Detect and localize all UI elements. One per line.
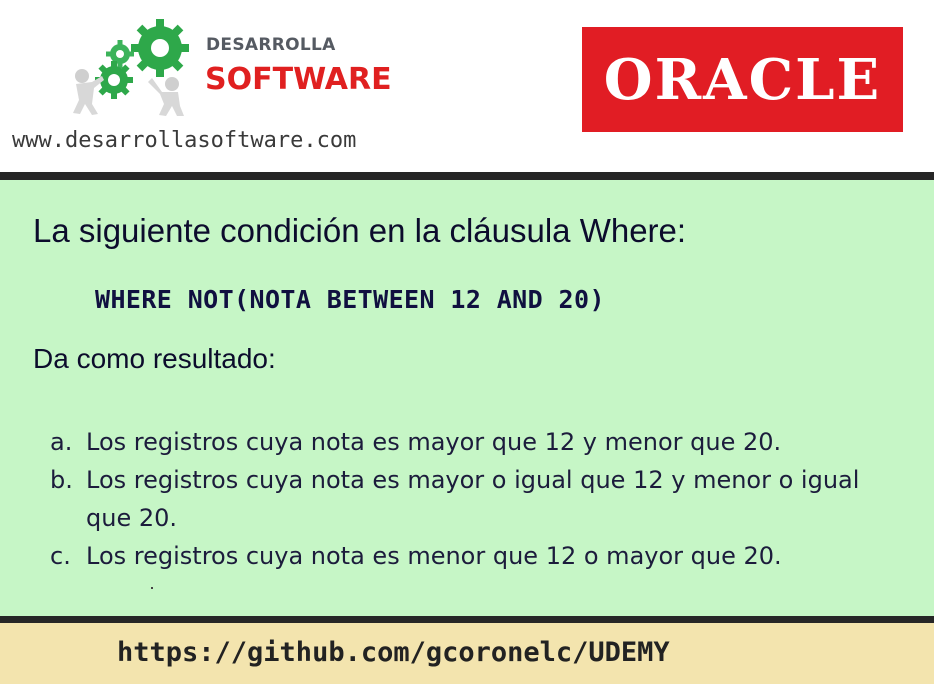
footer <box>0 623 934 684</box>
small-gear-icon <box>106 40 134 68</box>
figure-right-icon <box>148 77 184 116</box>
bottom-divider <box>0 616 934 623</box>
option-c <box>50 537 880 575</box>
large-gear-icon <box>131 19 189 77</box>
option-letter: c. <box>50 542 71 570</box>
result-label: Da como resultado: <box>33 343 276 374</box>
option-letter: b. <box>50 466 73 494</box>
oracle-badge <box>582 27 903 132</box>
stray-dot <box>151 587 153 589</box>
website-url[interactable]: www.desarrollasoftware.com <box>12 128 357 153</box>
header <box>0 0 934 172</box>
option-text: Los registros cuya nota es mayor o igual que 12 y menor o igual que 20. <box>86 466 860 532</box>
top-divider <box>0 172 934 180</box>
option-b <box>50 461 880 537</box>
brand-tagline: DESARROLLA <box>206 35 336 55</box>
question-text: La siguiente condición en la cláusula Where: <box>33 212 687 249</box>
sql-code: WHERE NOT(NOTA BETWEEN 12 AND 20) <box>95 285 605 314</box>
option-letter: a. <box>50 428 73 456</box>
question-panel <box>0 180 934 616</box>
github-link[interactable]: https://github.com/gcoronelc/UDEMY <box>117 637 670 668</box>
option-text: Los registros cuya nota es mayor que 12 y menor que 20. <box>86 428 782 456</box>
option-text: Los registros cuya nota es menor que 12 o mayor que 20. <box>86 542 782 570</box>
brand-name: SOFTWARE <box>205 62 392 97</box>
options-list <box>50 423 880 575</box>
gears-and-figures-icon <box>52 14 202 118</box>
oracle-badge-label: ORACLE <box>603 46 882 113</box>
option-a <box>50 423 880 461</box>
